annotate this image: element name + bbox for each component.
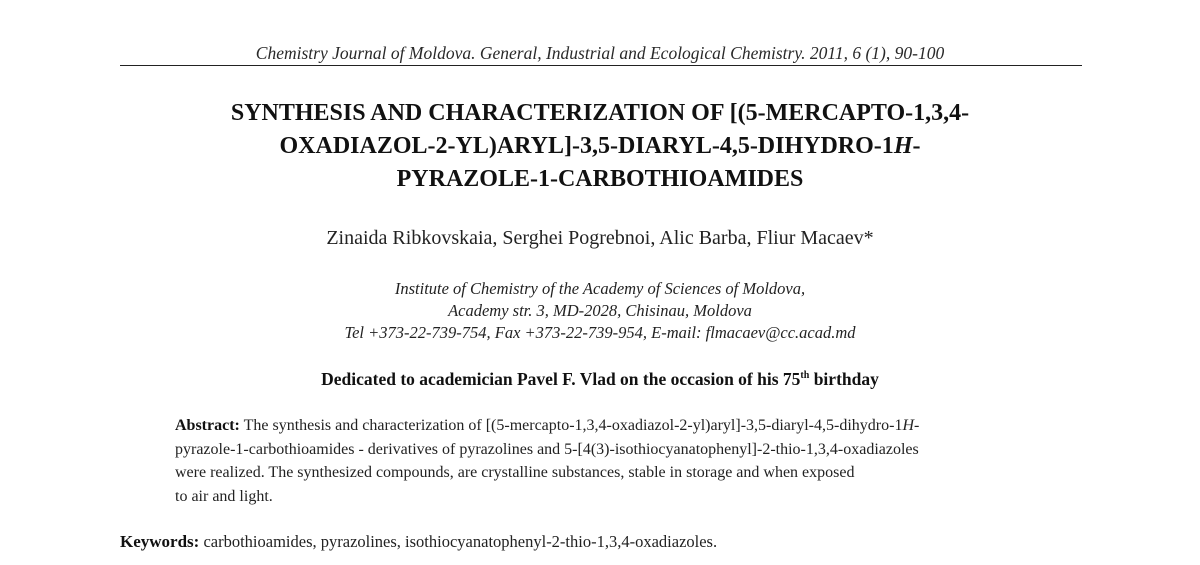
- abstract-italic-h: H: [902, 417, 914, 434]
- abstract-line-3: were realized. The synthesized compounds, are crystalline substances, stable in storage and when exposed: [175, 464, 855, 481]
- title-line-3: PYRAZOLE-1-CARBOTHIOAMIDES: [396, 166, 804, 192]
- journal-citation: Chemistry Journal of Moldova. General, Industrial and Ecological Chemistry. 2011, 6 (1), 90-100: [255, 43, 945, 63]
- abstract-label: Abstract:: [175, 417, 240, 434]
- dedication-text: Dedicated to academician Pavel F. Vlad on the occasion of his 75: [321, 369, 801, 389]
- abstract: [175, 414, 1035, 508]
- title-line-2: [120, 130, 1080, 163]
- abstract-line-1-text: The synthesis and characterization of [(5-mercapto-1,3,4-oxadiazol-2-yl)aryl]-3,5-diaryl-4,5-dihydro-1: [239, 417, 903, 434]
- affiliation: [120, 278, 1080, 344]
- keywords-text: carbothioamides, pyrazolines, isothiocyanatophenyl-2-thio-1,3,4-oxadiazoles.: [199, 532, 718, 551]
- keywords-label: Keywords:: [120, 532, 200, 551]
- title-line-2-dash: -: [912, 133, 921, 159]
- title-line-1: SYNTHESIS AND CHARACTERIZATION OF [(5-MERCAPTO-1,3,4-: [230, 100, 970, 126]
- affiliation-contact: Tel +373-22-739-754, Fax +373-22-739-954, E-mail: flmacaev@cc.acad.md: [344, 323, 856, 342]
- abstract-line-4: to air and light.: [175, 487, 273, 505]
- header-rule: [120, 65, 1082, 66]
- abstract-line-1-dash: -: [914, 417, 920, 434]
- dedication-superscript: th: [800, 370, 810, 381]
- affiliation-address: Academy str. 3, MD-2028, Chisinau, Moldova: [448, 301, 752, 320]
- dedication-end: birthday: [809, 369, 879, 389]
- title-line-2-text: OXADIAZOL-2-YL)ARYL]-3,5-DIARYL-4,5-DIHYDRO-1: [279, 133, 894, 159]
- abstract-line-2: pyrazole-1-carbothioamides - derivatives of pyrazolines and 5-[4(3)-isothiocyanatophenyl]-2-thio-1,3,4-oxadiazoles: [175, 440, 919, 458]
- abstract-line-1: [175, 414, 1035, 438]
- affiliation-institute: Institute of Chemistry of the Academy of Sciences of Moldova,: [394, 279, 806, 298]
- title-italic-h: H: [893, 133, 913, 159]
- keywords: [120, 532, 1080, 552]
- author-list: Zinaida Ribkovskaia, Serghei Pogrebnoi, Alic Barba, Fliur Macaev*: [326, 227, 874, 249]
- article-title: [120, 97, 1080, 196]
- dedication: [120, 369, 1080, 390]
